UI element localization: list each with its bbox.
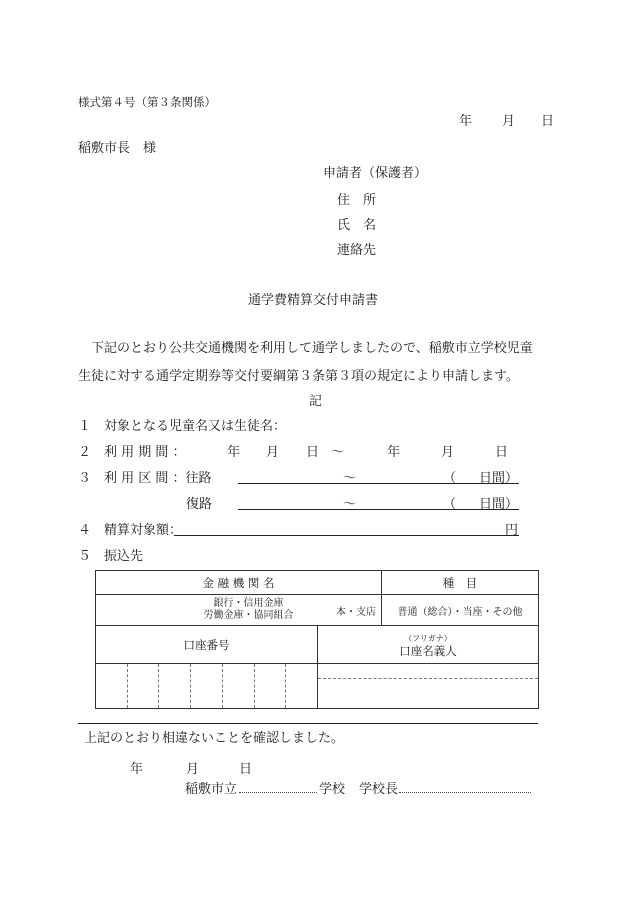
- applicant-name-label: 氏 名: [337, 218, 377, 233]
- item-3-label-outbound: 利 用 区 間 ：往路: [104, 471, 212, 486]
- item-3-number: ３: [78, 471, 92, 486]
- digit-box[interactable]: [255, 664, 287, 708]
- principal-label: 学校長: [359, 782, 399, 797]
- period-end-month: 月: [441, 445, 455, 460]
- digit-box[interactable]: [96, 664, 128, 708]
- type-header: 種 目: [382, 571, 539, 595]
- body-text-line-1: 下記のとおり公共交通機関を利用して通学しましたので、稲敷市立学校児童: [78, 341, 533, 356]
- period-start-month: 月: [266, 445, 280, 460]
- applicant-address-label: 住 所: [337, 193, 377, 208]
- bottom-date-month: 月: [186, 762, 200, 777]
- outbound-paren: （: [443, 471, 457, 486]
- bank-types-line-1: 銀行・信用金庫: [213, 598, 284, 609]
- document-title: 通学費精算交付申請書: [248, 293, 379, 308]
- item-1-number: １: [78, 419, 92, 434]
- digit-box[interactable]: [286, 664, 317, 708]
- bottom-date-year: 年: [130, 762, 144, 777]
- furigana-divider: [318, 678, 538, 679]
- applicant-contact-label: 連絡先: [337, 243, 377, 258]
- principal-name-field[interactable]: [399, 792, 531, 793]
- digit-box[interactable]: [223, 664, 255, 708]
- digit-box[interactable]: [159, 664, 191, 708]
- confirmation-text: 上記のとおり相違ないことを確認しました。: [84, 731, 345, 746]
- return-days: 日間）: [479, 497, 519, 512]
- period-separator: ～: [331, 445, 345, 460]
- item-4-label: 精算対象額：: [104, 523, 183, 538]
- institution-cell: [96, 595, 382, 626]
- ki-heading: 記: [309, 394, 323, 409]
- addressee: 稲敷市長 様: [78, 141, 157, 156]
- branch-label: 本・支店: [336, 606, 376, 618]
- outbound-underline: [238, 483, 519, 484]
- date-day: 日: [541, 114, 555, 129]
- item-5-number: ５: [78, 549, 92, 564]
- period-start-day: 日: [306, 445, 320, 460]
- item-4-number: ４: [78, 523, 92, 538]
- bank-account-table: [95, 570, 539, 709]
- return-tilde: ～: [343, 497, 357, 512]
- school-name-field[interactable]: [239, 792, 317, 793]
- account-holder-label: 口座名義人: [399, 643, 457, 658]
- bank-types-line-2: 労働金庫・協同組合: [203, 610, 294, 621]
- institution-header: 金 融 機 関 名: [96, 571, 382, 595]
- item-5-label: 振込先: [104, 549, 144, 564]
- item-2-number: ２: [78, 445, 92, 460]
- holder-header-cell: [318, 626, 539, 664]
- return-underline: [238, 509, 519, 510]
- amount-underline: [174, 535, 519, 536]
- digit-box[interactable]: [128, 664, 160, 708]
- separator-line: [78, 723, 538, 724]
- item-1-label: 対象となる児童名又は生徒名：: [104, 419, 287, 434]
- body-text-line-2: 生徒に対する通学定期券等交付要綱第３条第３項の規定により申請します。: [78, 369, 519, 384]
- school-suffix: 学校: [319, 782, 346, 797]
- outbound-days: 日間）: [479, 471, 519, 486]
- account-type-options: 普通（総合）・当座・その他: [382, 595, 539, 626]
- account-holder-field[interactable]: [318, 664, 539, 709]
- item-2-label: 利 用 期 間 ：: [104, 445, 186, 460]
- furigana-label: （フリガナ）: [404, 633, 452, 643]
- return-paren: （: [443, 497, 457, 512]
- period-end-year: 年: [387, 445, 401, 460]
- account-number-header: 口座番号: [96, 626, 318, 664]
- outbound-tilde: ～: [343, 471, 357, 486]
- item-3-label-return: 復路: [186, 497, 213, 512]
- amount-yen: 円: [505, 523, 519, 538]
- date-year: 年: [459, 114, 473, 129]
- period-start-year: 年: [227, 445, 241, 460]
- date-month: 月: [502, 114, 516, 129]
- school-city-prefix: 稲敷市立: [185, 782, 238, 797]
- account-number-digits[interactable]: [96, 664, 318, 709]
- bottom-date-day: 日: [239, 762, 253, 777]
- period-end-day: 日: [495, 445, 509, 460]
- applicant-title: 申請者（保護者）: [323, 166, 428, 181]
- form-number: 様式第４号（第３条関係）: [78, 95, 216, 109]
- digit-box[interactable]: [191, 664, 223, 708]
